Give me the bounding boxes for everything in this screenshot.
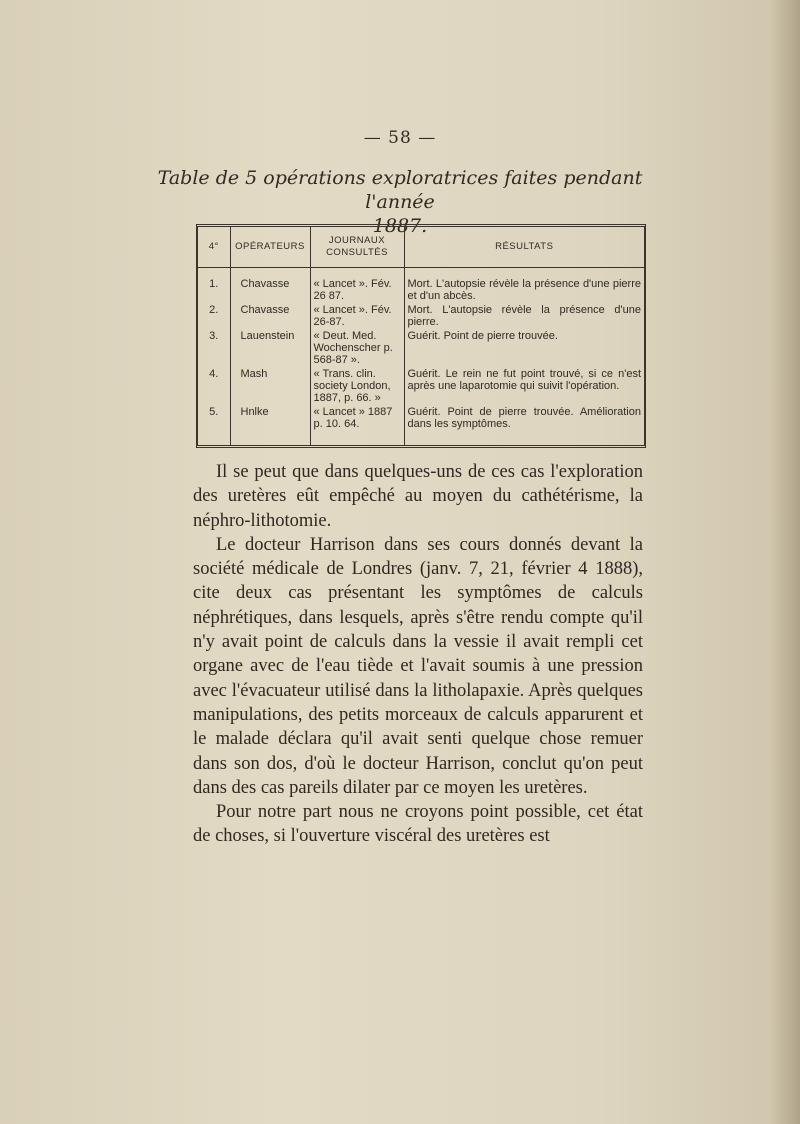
row-operator: Chavasse: [230, 268, 310, 304]
row-journal: « Deut. Med. Wochenscher p. 568-87 ».: [310, 329, 404, 367]
row-number: 5.: [198, 405, 230, 431]
header-results: RÉSULTATS: [404, 227, 644, 268]
page-number: — 58 —: [363, 128, 437, 148]
table-row: [198, 303, 644, 329]
row-result: Guérit. Le rein ne fut point trouvé, si ce n'est après une laparotomie qui suivit l'opération.: [407, 368, 641, 392]
row-result: Guérit. Point de pierre trouvée. Amélioration dans les symptômes.: [407, 406, 641, 430]
body-text: [193, 460, 643, 849]
table-filler-row: [198, 431, 644, 445]
header-journals: JOURNAUX CONSULTÉS: [310, 227, 404, 268]
table-header-row: [198, 227, 644, 268]
paragraph: Le docteur Harrison dans ses cours donnés devant la société médicale de Londres (janv. 7, 21, février 4 1888), cite deux cas présentant les symptômes de calculs néphrétiques, dans lesquels, après s'être rendu compte qu'il n'y avait point de calculs dans la vessie il avait rempli cet organe avec de l'eau tiède et l'avait soumis à une pression avec l'évacuateur utilisé dans la litholapaxie. Après quelques manipulations, des petits morceaux de calculs apparurent et le malade déclara qu'il avait senti quelque chose remuer dans son dos, d'où le docteur Harrison, conclut qu'on peut dans des cas pareils dilater par ce moyen les uretères.: [193, 534, 643, 798]
paragraph: Il se peut que dans quelques-uns de ces cas l'exploration des uretères eût empêché au moyen du cathétérisme, la néphro-lithotomie.: [193, 462, 643, 531]
table-title-line-2: 1887.: [372, 215, 428, 237]
row-journal: « Trans. clin. society London, 1887, p. 66. »: [310, 367, 404, 405]
table-row: [198, 268, 644, 304]
row-result: Mort. L'autopsie révèle la présence d'une pierre.: [407, 304, 641, 328]
row-journal: « Lancet ». Fév. 26-87.: [310, 303, 404, 329]
row-operator: Hnlke: [230, 405, 310, 431]
operations-table: [196, 224, 646, 448]
table-row: [198, 367, 644, 405]
table-row: [198, 329, 644, 367]
header-number: 4°: [198, 227, 230, 268]
row-number: 4.: [198, 367, 230, 405]
table-title-line-1: Table de 5 opérations exploratrices faites pendant l'année: [157, 167, 643, 213]
operations-table-grid: [198, 227, 644, 445]
row-result: Mort. L'autopsie révèle la présence d'une pierre et d'un abcès.: [407, 278, 641, 302]
row-result: Guérit. Point de pierre trouvée.: [407, 330, 558, 342]
row-number: 2.: [198, 303, 230, 329]
row-journal: « Lancet » 1887 p. 10. 64.: [310, 405, 404, 431]
row-journal: « Lancet ». Fév. 26 87.: [310, 268, 404, 304]
row-operator: Lauenstein: [230, 329, 310, 367]
row-number: 3.: [198, 329, 230, 367]
row-operator: Mash: [230, 367, 310, 405]
row-operator: Chavasse: [230, 303, 310, 329]
table-row: [198, 405, 644, 431]
header-operators: OPÉRATEURS: [230, 227, 310, 268]
row-number: 1.: [198, 268, 230, 304]
paragraph: Pour notre part nous ne croyons point possible, cet état de choses, si l'ouverture viscéral des uretères est: [193, 802, 643, 847]
page-edge-shadow: [770, 0, 800, 1124]
